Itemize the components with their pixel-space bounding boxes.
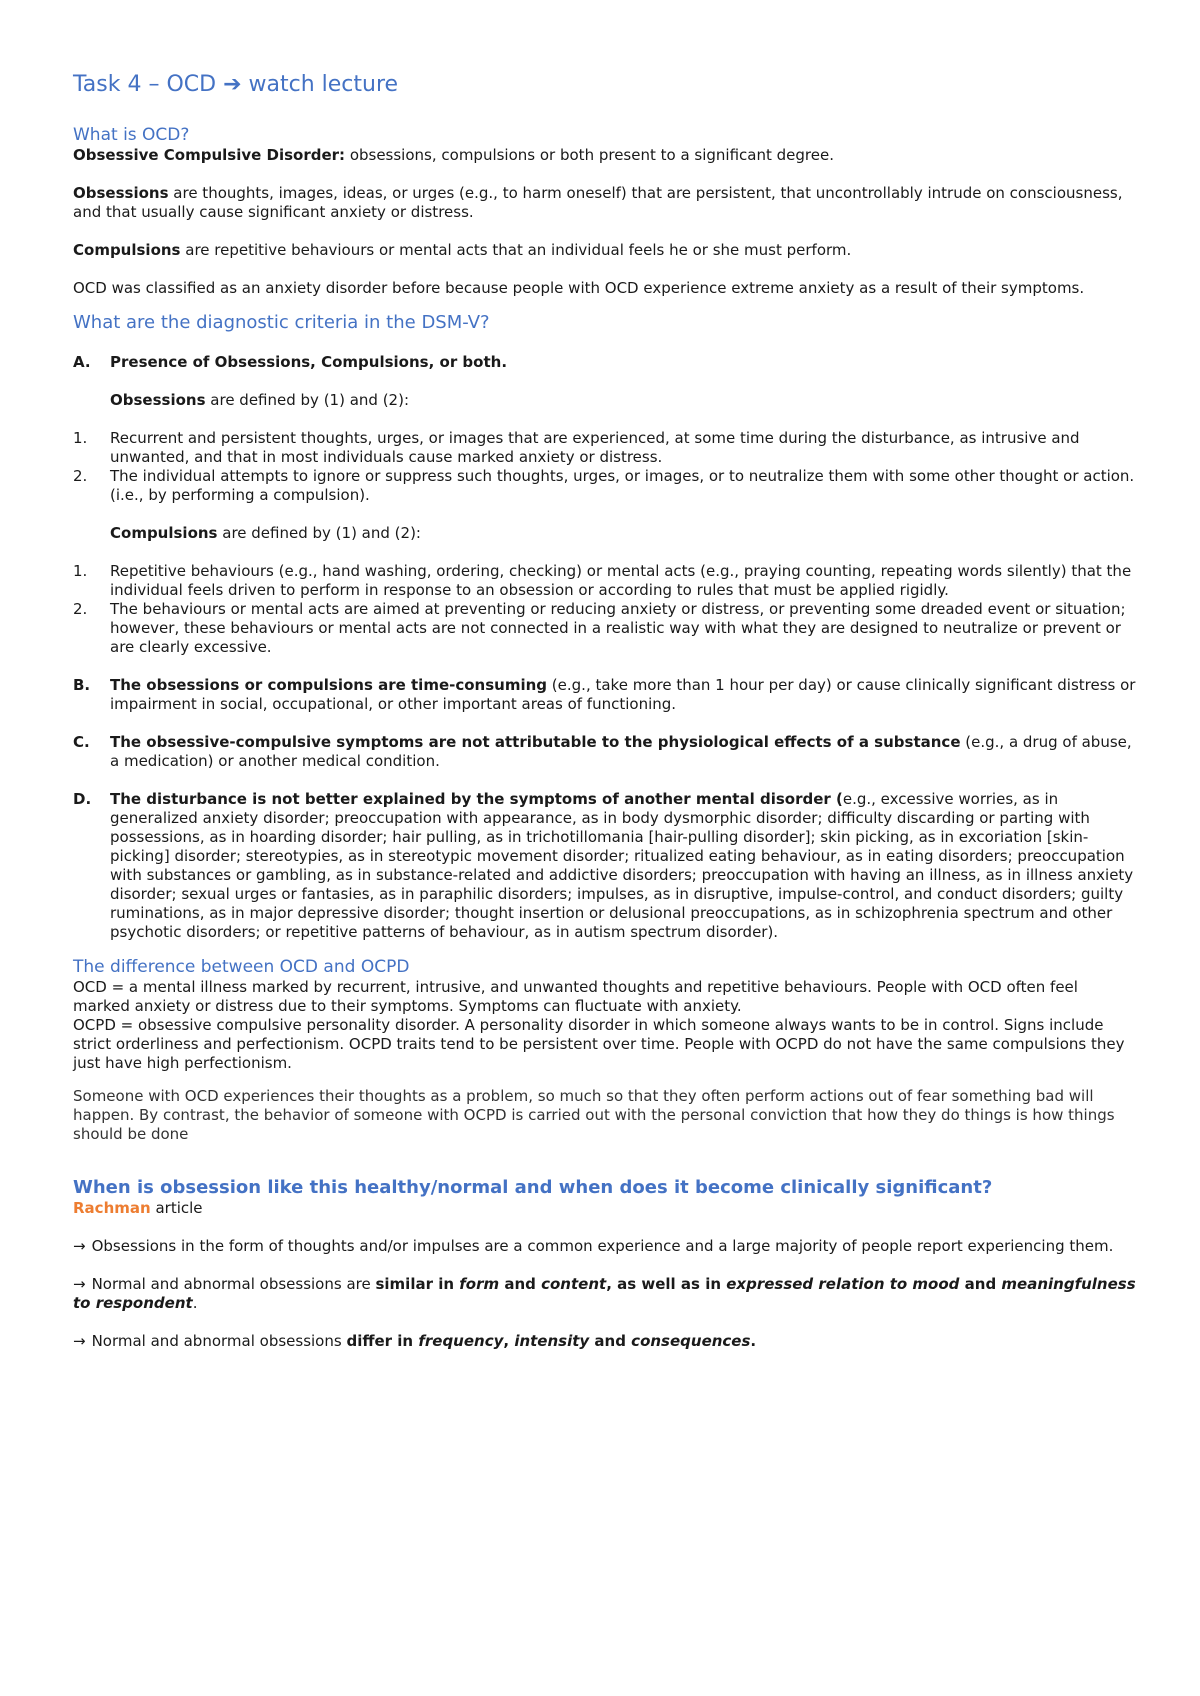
point-2-text: Normal and abnormal obsessions are bbox=[91, 1275, 376, 1293]
compulsions-criteria-text: are defined by (1) and (2): bbox=[217, 524, 421, 542]
rachman-reference bbox=[73, 1199, 1138, 1218]
list-item bbox=[73, 562, 1138, 600]
heading-what-is-ocd: What is OCD? bbox=[73, 125, 190, 145]
obsessions-criteria-intro bbox=[73, 391, 1138, 410]
author-rest: article bbox=[150, 1199, 203, 1217]
criterion-c-text: (e.g., a drug of abuse, a medication) or another medical condition. bbox=[110, 733, 1132, 770]
arrow-right-icon: → bbox=[73, 1275, 86, 1293]
point-2-meaning: meaningfulness to respondent bbox=[73, 1275, 1136, 1312]
title-arrow-icon: ➔ bbox=[223, 72, 242, 97]
point-2-form: form bbox=[459, 1275, 500, 1293]
criterion-a-text: Presence of Obsessions, Compulsions, or both. bbox=[110, 353, 508, 371]
ocd-description: OCD = a mental illness marked by recurrent, intrusive, and unwanted thoughts and repetitive behaviours. People with OCD often feel marked anxiety or distress due to their symptoms. Symptoms can fluctuate with anxiety. bbox=[73, 978, 1078, 1015]
ocd-definition-term: Obsessive Compulsive Disorder: bbox=[73, 146, 346, 164]
criterion-b bbox=[73, 676, 1138, 714]
ocd-definition bbox=[73, 146, 1138, 165]
title-text-end: watch lecture bbox=[241, 72, 399, 97]
point-3-end: . bbox=[750, 1332, 757, 1350]
obsessions-criteria-text: are defined by (1) and (2): bbox=[205, 391, 410, 409]
list-number: 1. bbox=[73, 429, 88, 447]
compulsions-criteria-list bbox=[73, 562, 1138, 657]
list-item bbox=[73, 429, 1138, 467]
list-number: 2. bbox=[73, 600, 88, 618]
list-number: 1. bbox=[73, 562, 88, 580]
point-3-text: Normal and abnormal obsessions bbox=[91, 1332, 347, 1350]
criterion-letter: C. bbox=[73, 733, 90, 751]
point-2-mood: expressed relation to mood bbox=[726, 1275, 960, 1293]
heading-healthy-vs-clinical: When is obsession like this healthy/normal and when does it become clinically significant? bbox=[73, 1177, 993, 1198]
point-2-end: . bbox=[192, 1294, 198, 1312]
point-1-text: Obsessions in the form of thoughts and/or impulses are a common experience and a large majority of people report experiencing them. bbox=[91, 1237, 1114, 1255]
point-2-and2: and bbox=[959, 1275, 1002, 1293]
list-text: Recurrent and persistent thoughts, urges, or images that are experienced, at some time during the disturbance, as intrusive and unwanted, and that in most individuals cause marked anxiety or distress. bbox=[110, 429, 1080, 466]
list-text: The individual attempts to ignore or suppress such thoughts, urges, or images, or to neutralize them with some other thought or action. (i.e., by performing a compulsion). bbox=[110, 467, 1135, 504]
compulsions-term: Compulsions bbox=[73, 241, 181, 259]
heading-ocd-vs-ocpd: The difference between OCD and OCPD bbox=[73, 957, 410, 977]
list-item bbox=[73, 467, 1138, 505]
criterion-b-bold: The obsessions or compulsions are time-consuming bbox=[110, 676, 548, 694]
heading-diagnostic-criteria: What are the diagnostic criteria in the DSM-V? bbox=[73, 312, 490, 333]
page-title bbox=[73, 70, 1138, 100]
criterion-b-text: (e.g., take more than 1 hour per day) or cause clinically significant distress or impairment in social, occupational, or other important areas of functioning. bbox=[110, 676, 1136, 713]
criterion-letter: A. bbox=[73, 353, 91, 371]
author-name: Rachman bbox=[73, 1199, 151, 1217]
point-3-comma: , bbox=[503, 1332, 515, 1350]
rachman-point-1 bbox=[73, 1237, 1138, 1256]
list-item bbox=[73, 600, 1138, 657]
criterion-letter: D. bbox=[73, 790, 92, 808]
list-text: Repetitive behaviours (e.g., hand washing, ordering, checking) or mental acts (e.g., praying counting, repeating words silently) that the individual feels driven to perform in response to an obsession or according to rules that must be applied rigidly. bbox=[110, 562, 1132, 599]
anxiety-paragraph: OCD was classified as an anxiety disorder before because people with OCD experience extreme anxiety as a result of their symptoms. bbox=[73, 279, 1085, 297]
document-page bbox=[73, 70, 1138, 1351]
compulsions-text: are repetitive behaviours or mental acts that an individual feels he or she must perform. bbox=[180, 241, 852, 259]
obsessions-definition bbox=[73, 184, 1138, 222]
ocd-definition-text: obsessions, compulsions or both present to a significant degree. bbox=[345, 146, 834, 164]
compulsions-criteria-intro bbox=[73, 524, 1138, 543]
ocpd-description: OCPD = obsessive compulsive personality disorder. A personality disorder in which someone always wants to be in control. Signs include strict orderliness and perfectionism. OCPD traits tend to be persistent over time. People with OCPD do not have the same compulsions they just have high perfectionism. bbox=[73, 1016, 1125, 1072]
compulsions-definition bbox=[73, 241, 1138, 260]
criterion-d bbox=[73, 790, 1138, 942]
point-2-aswell: , as well as in bbox=[606, 1275, 727, 1293]
point-2-bold: similar in bbox=[375, 1275, 460, 1293]
point-3-bold: differ in bbox=[346, 1332, 419, 1350]
criterion-a bbox=[73, 353, 1138, 372]
point-2-and: and bbox=[499, 1275, 542, 1293]
rachman-point-3 bbox=[73, 1332, 1138, 1351]
point-3-frequency: frequency bbox=[418, 1332, 504, 1350]
arrow-right-icon: → bbox=[73, 1332, 86, 1350]
obsessions-criteria-term: Obsessions bbox=[110, 391, 206, 409]
point-3-and: and bbox=[589, 1332, 632, 1350]
compulsions-criteria-term: Compulsions bbox=[110, 524, 218, 542]
title-text: Task 4 – OCD bbox=[73, 72, 224, 97]
point-3-intensity: intensity bbox=[514, 1332, 590, 1350]
point-2-content: content bbox=[541, 1275, 607, 1293]
obsessions-term: Obsessions bbox=[73, 184, 169, 202]
criterion-d-text: e.g., excessive worries, as in generalized anxiety disorder; preoccupation with appearance, as in body dysmorphic disorder; difficulty discarding or parting with possessions, as in hoarding disorder; hair pulling, as in trichotillomania [hair-pulling disorder]; skin picking, as in excoriation [skin-picking] disorder; stereotypies, as in stereotypic movement disorder; ritualized eating behaviour, as in eating disorders; preoccupation with substances or gambling, as in substance-related and addictive disorders; preoccupation with having an illness, as in illness anxiety disorder; sexual urges or fantasies, as in paraphilic disorders; impulses, as in disruptive, impulse-control, and conduct disorders; guilty ruminations, as in major depressive disorder; thought insertion or delusional preoccupations, as in schizophrenia spectrum and other psychotic disorders; or repetitive patterns of behaviour, as in autism spectrum disorder). bbox=[110, 790, 1134, 941]
ocd-ocpd-contrast: Someone with OCD experiences their thoughts as a problem, so much so that they often perform actions out of fear something bad will happen. By contrast, the behavior of someone with OCPD is carried out with the personal conviction that how they do things is how things should be done bbox=[73, 1087, 1115, 1143]
obsessions-text: are thoughts, images, ideas, or urges (e.g., to harm oneself) that are persistent, that uncontrollably intrude on consciousness, and that usually cause significant anxiety or distress. bbox=[73, 184, 1123, 221]
obsessions-criteria-list bbox=[73, 429, 1138, 505]
criterion-d-bold: The disturbance is not better explained by the symptoms of another mental disorder ( bbox=[110, 790, 843, 808]
arrow-right-icon: → bbox=[73, 1237, 86, 1255]
criterion-c-bold: The obsessive-compulsive symptoms are not attributable to the physiological effects of a substance bbox=[110, 733, 961, 751]
list-text: The behaviours or mental acts are aimed at preventing or reducing anxiety or distress, or preventing some dreaded event or situation; however, these behaviours or mental acts are not connected in a realistic way with what they are designed to neutralize or prevent or are clearly excessive. bbox=[110, 600, 1126, 656]
criterion-letter: B. bbox=[73, 676, 91, 694]
point-3-consequences: consequences bbox=[631, 1332, 751, 1350]
criterion-c bbox=[73, 733, 1138, 771]
list-number: 2. bbox=[73, 467, 88, 485]
rachman-point-2 bbox=[73, 1275, 1138, 1313]
